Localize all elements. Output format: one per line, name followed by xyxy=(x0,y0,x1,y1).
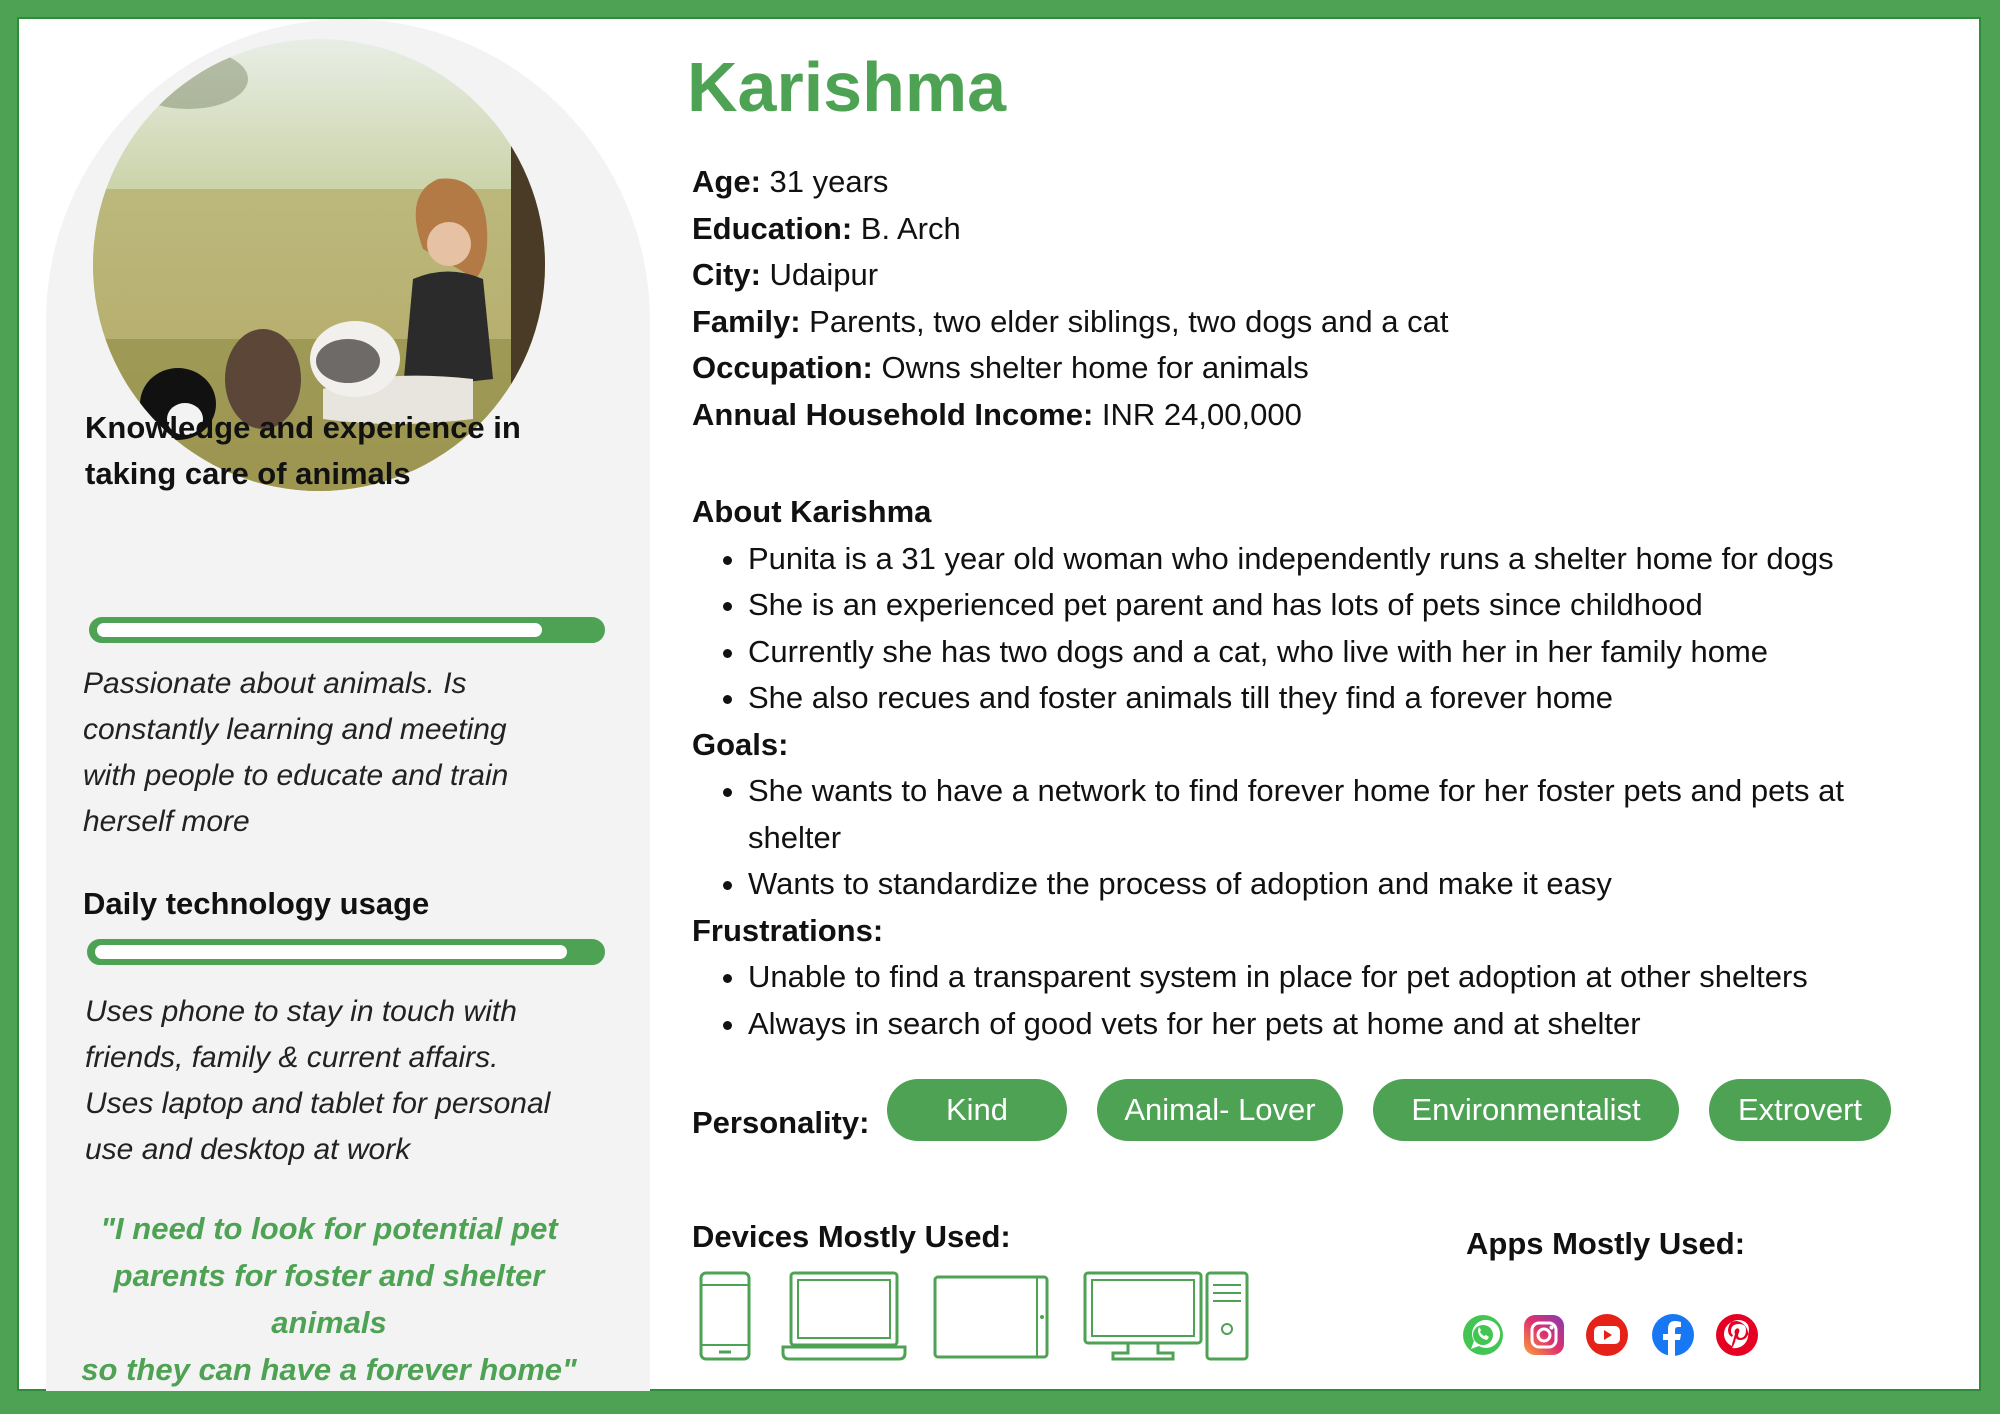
detail-value: Parents, two elder siblings, two dogs and a cat xyxy=(809,303,1449,339)
list-item: • Always in search of good vets for her pets at home and at shelter xyxy=(748,1001,1952,1048)
technology-description xyxy=(85,989,625,1173)
goals-title: Goals: xyxy=(692,726,789,762)
detail-income xyxy=(692,392,1448,439)
detail-age xyxy=(692,159,1448,206)
technology-desc-line: Uses phone to stay in touch with xyxy=(85,995,517,1028)
technology-progress-bar xyxy=(87,939,605,965)
list-item: • Currently she has two dogs and a cat, who live with her in her family home xyxy=(748,629,1952,676)
detail-value: B. Arch xyxy=(860,210,961,246)
detail-value: INR 24,00,000 xyxy=(1101,396,1302,432)
list-item: • Wants to standardize the process of adoption and make it easy xyxy=(748,861,1952,908)
knowledge-desc-line: herself more xyxy=(83,805,250,838)
knowledge-title-line1: Knowledge and experience in xyxy=(85,410,521,445)
pinterest-icon xyxy=(1715,1313,1759,1357)
trait-pill: Animal- Lover xyxy=(1097,1079,1343,1141)
list-item: • She wants to have a network to find forever home for her foster pets and pets at shelter xyxy=(748,768,1952,861)
laptop-icon xyxy=(781,1271,907,1361)
knowledge-progress-fill xyxy=(97,623,542,637)
detail-label: City: xyxy=(692,257,761,292)
list-item: • She is an experienced pet parent and has lots of pets since childhood xyxy=(748,582,1952,629)
detail-label: Occupation: xyxy=(692,350,873,385)
phone-icon xyxy=(699,1271,751,1361)
about-title: About Karishma xyxy=(692,494,932,529)
trait-pill: Environmentalist xyxy=(1373,1079,1679,1141)
about-section xyxy=(692,489,1952,1047)
persona-card xyxy=(17,17,1981,1391)
trait-pill: Extrovert xyxy=(1709,1079,1891,1141)
knowledge-description xyxy=(83,661,623,845)
knowledge-desc-line: Passionate about animals. Is xyxy=(83,667,467,700)
knowledge-desc-line: constantly learning and meeting xyxy=(83,713,507,746)
quote-line: "I need to look for potential pet xyxy=(100,1211,558,1246)
frustrations-title: Frustrations: xyxy=(692,912,884,948)
trait-pill: Kind xyxy=(887,1079,1067,1141)
youtube-icon xyxy=(1585,1313,1629,1357)
frustrations-list xyxy=(692,954,1952,1047)
persona-name: Karishma xyxy=(687,48,1007,126)
list-item: • She also recues and foster animals till they find a forever home xyxy=(748,675,1952,722)
knowledge-progress-bar xyxy=(89,617,605,643)
persona-details xyxy=(692,159,1448,438)
knowledge-desc-line: with people to educate and train xyxy=(83,759,509,792)
quote-line: so they can have a forever home" xyxy=(81,1352,577,1387)
detail-value: Owns shelter home for animals xyxy=(881,350,1309,385)
list-item: • Punita is a 31 year old woman who independently runs a shelter home for dogs xyxy=(748,536,1952,583)
detail-education xyxy=(692,206,1448,253)
detail-family xyxy=(692,299,1448,346)
detail-label: Education: xyxy=(692,210,853,246)
about-list xyxy=(692,536,1952,722)
knowledge-title xyxy=(85,405,521,497)
instagram-icon xyxy=(1522,1313,1566,1357)
technology-desc-line: friends, family & current affairs. xyxy=(85,1041,499,1074)
goals-list xyxy=(692,768,1952,908)
technology-title: Daily technology usage xyxy=(83,886,430,921)
technology-desc-line: use and desktop at work xyxy=(85,1133,411,1166)
whatsapp-icon xyxy=(1461,1313,1505,1357)
tablet-icon xyxy=(933,1275,1049,1359)
devices-label: Devices Mostly Used: xyxy=(692,1219,1011,1254)
detail-occupation xyxy=(692,345,1448,392)
detail-city xyxy=(692,252,1448,299)
list-item: • Unable to find a transparent system in place for pet adoption at other shelters xyxy=(748,954,1952,1001)
detail-label: Annual Household Income: xyxy=(692,396,1094,432)
desktop-icon xyxy=(1083,1271,1249,1361)
technology-progress-fill xyxy=(95,945,567,959)
quote-line: parents for foster and shelter animals xyxy=(113,1258,545,1340)
detail-value: Udaipur xyxy=(769,257,879,292)
personality-label: Personality: xyxy=(692,1105,870,1140)
detail-label: Family: xyxy=(692,303,801,339)
detail-label: Age: xyxy=(692,164,761,199)
knowledge-title-line2: taking care of animals xyxy=(85,456,411,491)
apps-label: Apps Mostly Used: xyxy=(1466,1226,1746,1261)
facebook-icon xyxy=(1651,1313,1695,1357)
technology-desc-line: Uses laptop and tablet for personal xyxy=(85,1087,551,1120)
persona-quote xyxy=(59,1205,599,1393)
detail-value: 31 years xyxy=(760,164,889,199)
